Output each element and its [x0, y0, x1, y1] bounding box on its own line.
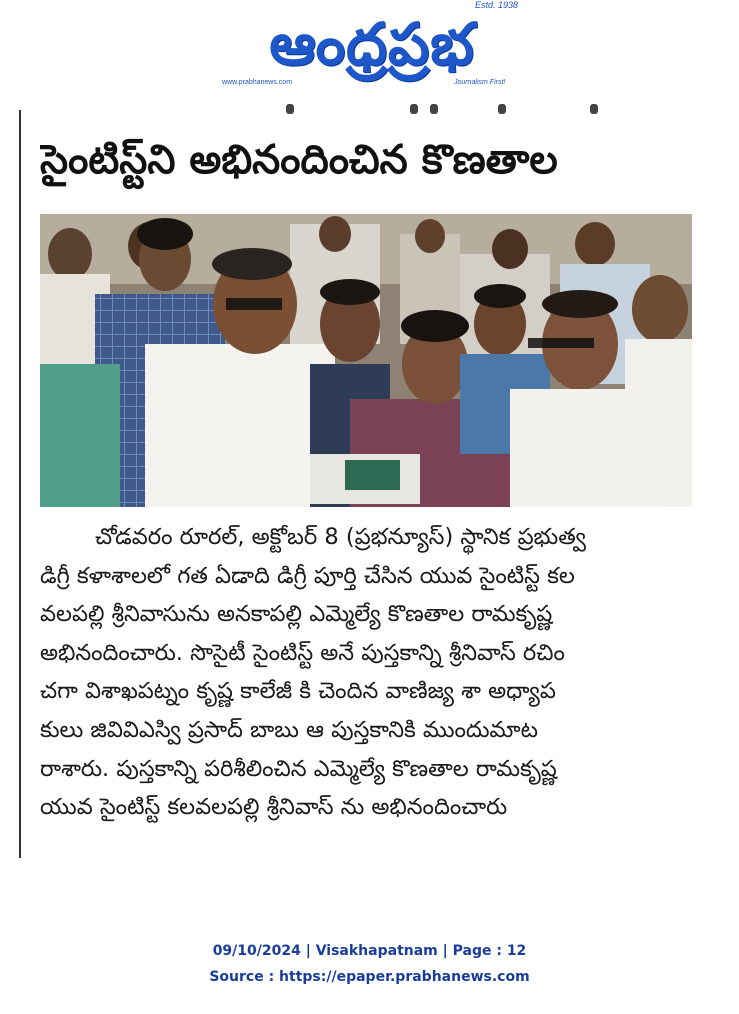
column-rule — [19, 110, 21, 858]
article-headline: సైంటిస్ట్‌ని అభినందించిన కొణతాల — [40, 137, 558, 183]
article-body-line: చగా విశాఖపట్నం కృష్ణ కాలేజీ కి చెందిన వాణిజ్య శా అధ్యాప — [40, 678, 556, 705]
established-year: Estd. 1938 — [475, 0, 519, 10]
article-body-line: డిగ్రీ కళాశాలలో గత ఏడాది డిగ్రీ పూర్తి చేసిన యువ సైంటిస్ట్ కల — [40, 562, 575, 589]
article-body-line: రాశారు. పుస్తకాన్ని పరిశీలించిన ఎమ్మెల్యే కొణతాల రామకృష్ణ — [40, 755, 557, 782]
article-body-line: అభినందించారు. సొసైటీ సైంటిస్ట్ అనే పుస్తకాన్ని శ్రీనివాస్ రచిం — [40, 639, 565, 666]
article-body-line: కులు జివివిఎస్వి ప్రసాద్ బాబు ఆ పుస్తకానికి ముందుమాట — [40, 716, 538, 743]
newspaper-logo: ఆంధ్రప్రభ — [269, 10, 475, 78]
footer-date-location-page: 09/10/2024 | Visakhapatnam | Page : 12 — [212, 943, 527, 959]
tagline: Journalism First! — [454, 79, 506, 86]
article-body-line: యువ సైంటిస్ట్ కలవలపల్లి శ్రీనివాస్ ను అభినందించారు — [40, 794, 508, 821]
article-body — [40, 518, 694, 827]
article-body-line: చోడవరం రూరల్, అక్టోబర్ 8 (ప్రభన్యూస్) స్థానిక ప్రభుత్వ — [95, 524, 586, 550]
footer-source: Source : https://epaper.prabhanews.com — [209, 969, 530, 985]
cut-previous-text-fragment — [280, 104, 610, 116]
footer — [0, 938, 739, 990]
article-body-line: వలపల్లి శ్రీనివాసును అనకాపల్లి ఎమ్మెల్యే కొణతాల రామకృష్ణ — [40, 601, 553, 628]
site-url: www.prabhanews.com — [222, 79, 293, 86]
masthead — [0, 0, 739, 100]
article-photo — [40, 214, 692, 507]
